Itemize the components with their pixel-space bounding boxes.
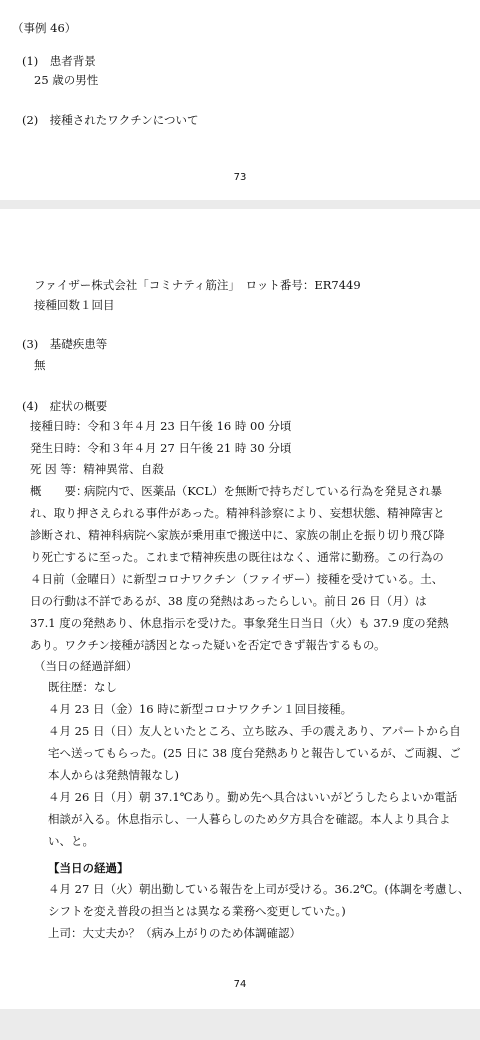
detail-line: 相談が入る。休息指示し、一人暮らしのため夕方具合を確認。本人より具合よ bbox=[48, 812, 451, 826]
onset-date: 発生日時：令和３年４月 27 日午後 21 時 30 分頃 bbox=[30, 441, 292, 455]
day-line: シフトを変え普段の担当とは異なる業務へ変更していた。) bbox=[48, 904, 346, 918]
summary-label: 概 要： bbox=[30, 484, 88, 498]
day-heading: 【当日の経過】 bbox=[48, 861, 129, 875]
medical-history: 既往歴：なし bbox=[48, 680, 117, 694]
detail-line: 宅へ送ってもらった。(25 日に 38 度台発熱ありと報告しているが、ご両親、ご bbox=[48, 746, 461, 760]
detail-line: い、と。 bbox=[48, 834, 94, 848]
document-page-73 bbox=[0, 0, 480, 200]
day-line: 上司：大丈夫か？（病み上がりのため体調確認） bbox=[48, 926, 301, 940]
death-cause: 死 因 等：精神異常、自殺 bbox=[30, 462, 164, 476]
section-3-heading: (3) 基礎疾患等 bbox=[22, 337, 108, 351]
day-line: ４月 27 日（火）朝出勤している報告を上司が受ける。36.2℃。(体調を考慮し、 bbox=[48, 882, 470, 896]
case-number: （事例 46） bbox=[12, 21, 77, 35]
summary-text: 病院内で、医薬品（KCL）を無断で持ちだしている行為を発見され暴れ、取り押さえられる事件があった。精神科診察により、妄想状態、精神障害と診断され、精神科病院へ家族が乗用車で搬送中に、家族の制止を振り切り飛び降り死亡するに至った。これまで精神疾患の既往はなく、通常に勤務。この行為の４日前（金曜日）に新型コロナワクチン（ファイザー）接種を受けている。土、日の行動は不詳であるが、38 度の発熱はあったらしい。前日 26 日（月）は 37.1 度の発熱あり、休息指示を受けた。事象発生日当日（火）も 37.9 度の発熱あり。ワクチン接種が誘因となった疑いを否定できず報告するもの。 bbox=[30, 484, 449, 652]
dose-line: 接種回数１回目 bbox=[34, 298, 115, 312]
section-4-heading: (4) 症状の概要 bbox=[22, 399, 108, 413]
vaccination-date: 接種日時：令和３年４月 23 日午後 16 時 00 分頃 bbox=[30, 419, 292, 433]
patient-background: 25 歳の男性 bbox=[34, 73, 99, 87]
detail-line: ４月 25 日（日）友人といたところ、立ち眩み、手の震えあり、アパートから自 bbox=[48, 724, 461, 738]
page-number: 73 bbox=[233, 172, 247, 183]
detail-line: ４月 26 日（月）朝 37.1℃あり。勤め先へ具合はいいがどうしたらよいか電話 bbox=[48, 790, 458, 804]
section-2-heading: (2) 接種されたワクチンについて bbox=[22, 113, 199, 127]
vaccine-line: ファイザー株式会社「コミナティ筋注」 ロット番号：ER7449 bbox=[34, 278, 361, 292]
detail-heading: （当日の経過詳細） bbox=[34, 659, 138, 673]
detail-line: 本人からは発熱情報なし) bbox=[48, 768, 179, 782]
section-1-heading: (1) 患者背景 bbox=[22, 54, 96, 68]
underlying-disease: 無 bbox=[34, 358, 46, 372]
document-page-74 bbox=[0, 209, 480, 1009]
page-number: 74 bbox=[233, 979, 247, 990]
detail-line: ４月 23 日（金）16 時に新型コロナワクチン１回目接種。 bbox=[48, 702, 353, 716]
